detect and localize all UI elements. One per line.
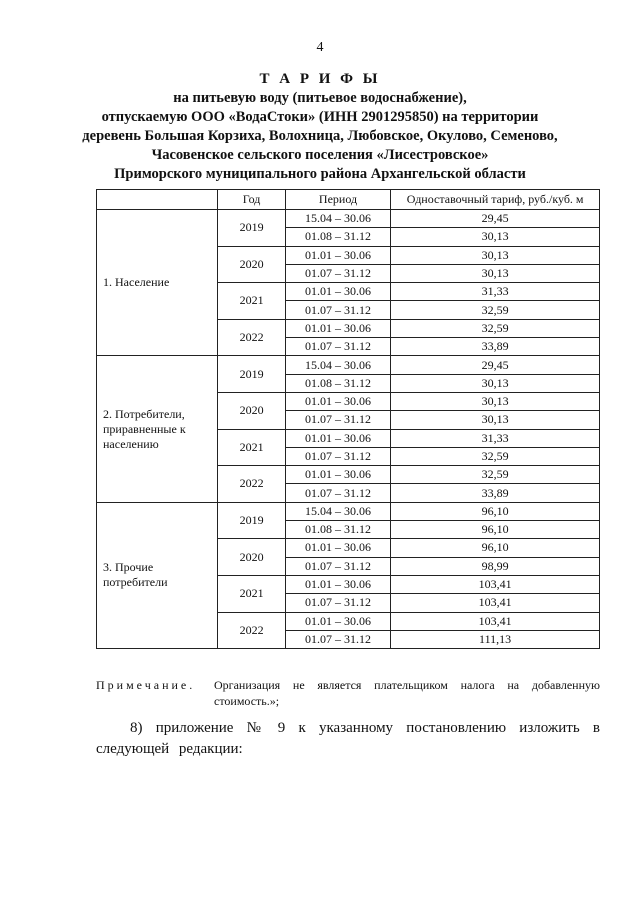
page-number: 4 — [316, 40, 324, 55]
year-cell: 2019 — [218, 502, 285, 539]
header-tariff: Одноставочный тариф, руб./куб. м — [391, 190, 600, 210]
tariff-cell: 32,59 — [391, 447, 600, 465]
title-heading: Т А Р И Ф Ы — [259, 71, 381, 87]
period-cell: 01.07 – 31.12 — [285, 411, 390, 429]
period-cell: 01.01 – 30.06 — [285, 246, 390, 264]
note-text: Организация не является плательщиком налога на добавленную стоимость.»; — [214, 678, 600, 708]
tariff-cell: 30,13 — [391, 374, 600, 392]
tariff-cell: 33,89 — [391, 484, 600, 502]
year-cell: 2022 — [218, 466, 285, 503]
tariff-cell: 96,10 — [391, 521, 600, 539]
tariff-cell: 111,13 — [391, 630, 600, 648]
period-cell: 15.04 – 30.06 — [285, 356, 390, 374]
header-year: Год — [218, 190, 285, 210]
tariff-cell: 96,10 — [391, 502, 600, 520]
header-period: Период — [285, 190, 390, 210]
period-cell: 01.01 – 30.06 — [285, 392, 390, 410]
year-cell: 2020 — [218, 392, 285, 429]
tariff-cell: 30,13 — [391, 392, 600, 410]
body-paragraph: 8) приложение № 9 к указанному постановлению изложить в следующей редакции: — [96, 720, 600, 757]
tariff-table — [96, 189, 600, 649]
tariff-cell: 32,59 — [391, 319, 600, 337]
tariff-cell: 32,59 — [391, 466, 600, 484]
tariff-cell: 103,41 — [391, 575, 600, 593]
title-line: на питьевую воду (питьевое водоснабжение), — [173, 90, 467, 106]
tariff-cell: 98,99 — [391, 557, 600, 575]
period-cell: 01.07 – 31.12 — [285, 630, 390, 648]
title-line: Приморского муниципального района Архангельской области — [114, 166, 526, 182]
period-cell: 01.07 – 31.12 — [285, 264, 390, 282]
table-row — [97, 502, 600, 520]
period-cell: 01.07 – 31.12 — [285, 594, 390, 612]
table-row — [97, 356, 600, 374]
note — [96, 677, 600, 709]
tariff-cell: 103,41 — [391, 612, 600, 630]
table-header-row — [97, 190, 600, 210]
year-cell: 2021 — [218, 283, 285, 320]
period-cell: 01.08 – 31.12 — [285, 228, 390, 246]
tariff-cell: 29,45 — [391, 210, 600, 228]
tariff-cell: 29,45 — [391, 356, 600, 374]
year-cell: 2020 — [218, 246, 285, 283]
table-row — [97, 210, 600, 228]
tariff-cell: 30,13 — [391, 228, 600, 246]
period-cell: 01.07 – 31.12 — [285, 338, 390, 356]
document-title — [40, 70, 600, 184]
year-cell: 2021 — [218, 429, 285, 466]
year-cell: 2020 — [218, 539, 285, 576]
period-cell: 01.01 – 30.06 — [285, 319, 390, 337]
tariff-cell: 33,89 — [391, 338, 600, 356]
period-cell: 01.08 – 31.12 — [285, 521, 390, 539]
header-group — [97, 190, 218, 210]
year-cell: 2022 — [218, 612, 285, 649]
title-line: Часовенское сельского поселения «Лисестровское» — [151, 147, 489, 163]
period-cell: 01.01 – 30.06 — [285, 539, 390, 557]
year-cell: 2022 — [218, 319, 285, 356]
tariff-cell: 32,59 — [391, 301, 600, 319]
note-label: Примечание. — [96, 678, 196, 692]
title-line: отпускаемую ООО «ВодаСтоки» (ИНН 2901295850) на территории — [101, 109, 539, 125]
period-cell: 01.08 – 31.12 — [285, 374, 390, 392]
period-cell: 01.07 – 31.12 — [285, 447, 390, 465]
tariff-cell: 30,13 — [391, 411, 600, 429]
title-line: деревень Большая Корзиха, Волохница, Любовское, Окулово, Семеново, — [82, 128, 558, 144]
period-cell: 01.01 – 30.06 — [285, 466, 390, 484]
period-cell: 01.01 – 30.06 — [285, 575, 390, 593]
period-cell: 01.07 – 31.12 — [285, 301, 390, 319]
period-cell: 15.04 – 30.06 — [285, 502, 390, 520]
period-cell: 01.01 – 30.06 — [285, 612, 390, 630]
year-cell: 2021 — [218, 575, 285, 612]
table-body — [97, 210, 600, 649]
consumer-group-cell: 2. Потребители, приравненные к населению — [97, 356, 218, 502]
tariff-cell: 103,41 — [391, 594, 600, 612]
year-cell: 2019 — [218, 210, 285, 247]
period-cell: 15.04 – 30.06 — [285, 210, 390, 228]
tariff-cell: 30,13 — [391, 264, 600, 282]
consumer-group-cell: 1. Население — [97, 210, 218, 356]
tariff-cell: 96,10 — [391, 539, 600, 557]
tariff-cell: 31,33 — [391, 429, 600, 447]
consumer-group-cell: 3. Прочие потребители — [97, 502, 218, 648]
year-cell: 2019 — [218, 356, 285, 393]
period-cell: 01.01 – 30.06 — [285, 429, 390, 447]
tariff-cell: 30,13 — [391, 246, 600, 264]
period-cell: 01.01 – 30.06 — [285, 283, 390, 301]
period-cell: 01.07 – 31.12 — [285, 484, 390, 502]
tariff-cell: 31,33 — [391, 283, 600, 301]
period-cell: 01.07 – 31.12 — [285, 557, 390, 575]
